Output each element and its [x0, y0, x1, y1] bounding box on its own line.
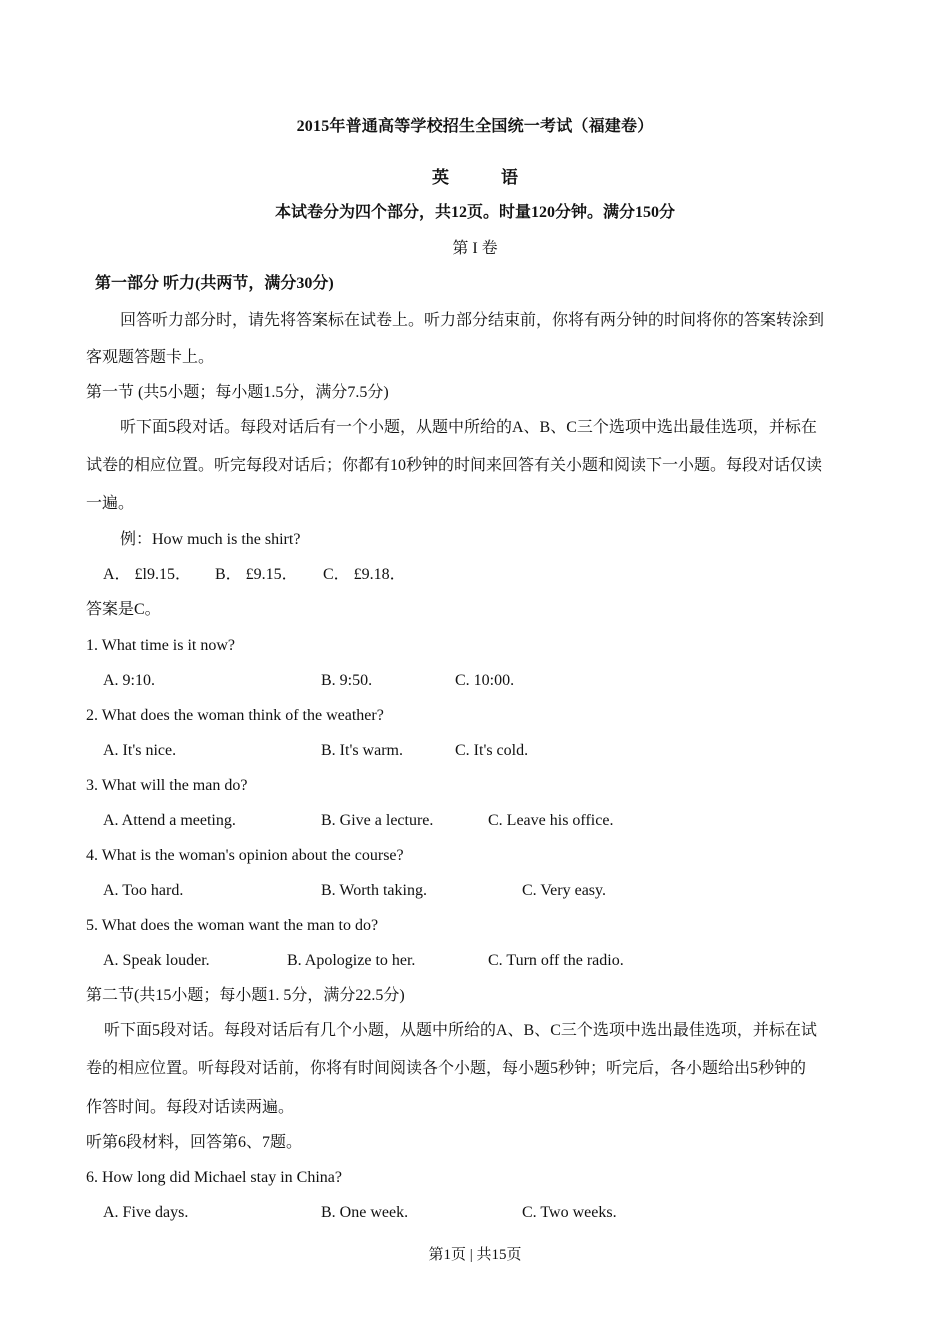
question-3-options [103, 811, 613, 831]
q6-option-b: B. One week. [321, 1204, 409, 1221]
q3-option-c: C. Leave his office. [488, 812, 614, 829]
exam-info: 本试卷分为四个部分，共12页。时量120分钟。满分150分 [274, 204, 675, 221]
subject-title [0, 168, 950, 189]
section2-material: 听第6段材料，回答第6、7题。 [86, 1134, 303, 1151]
q1-option-b: B. 9:50. [321, 672, 373, 689]
question-5: 5. What does the woman want the man to do? [86, 917, 379, 934]
question-5-options [103, 951, 624, 971]
q6-option-a: A. Five days. [103, 1204, 189, 1221]
part1-heading: 第一部分 听力(共两节，满分30分) [95, 275, 334, 292]
q5-option-b: B. Apologize to her. [287, 952, 416, 969]
q2-option-c: C. It's cold. [455, 742, 529, 759]
question-6-options [103, 1203, 617, 1223]
section1-instr-line1: 听下面5段对话。每段对话后有一个小题，从题中所给的A、B、C三个选项中选出最佳选项，并标在 [120, 419, 817, 436]
part1-intro-line1: 回答听力部分时，请先将答案标在试卷上。听力部分结束前，你将有两分钟的时间将你的答案转涂到 [120, 312, 825, 329]
question-2: 2. What does the woman think of the weather? [86, 707, 384, 724]
part1-intro-line2: 客观题答题卡上。 [86, 349, 215, 366]
q1-option-c: C. 10:00. [455, 672, 515, 689]
q5-option-a: A. Speak louder. [103, 952, 210, 969]
q3-option-b: B. Give a lecture. [321, 812, 434, 829]
section1-instr-line3: 一遍。 [86, 495, 135, 512]
q3-option-a: A. Attend a meeting. [103, 812, 236, 829]
q4-option-a: A. Too hard. [103, 882, 184, 899]
q2-option-b: B. It's warm. [321, 742, 403, 759]
subject-char-2: 语 [501, 168, 518, 187]
q4-option-b: B. Worth taking. [321, 882, 427, 899]
section2-instr-line2: 卷的相应位置。听每段对话前，你将有时间阅读各个小题，每小题5秒钟；听完后，各小题给出5秒钟的 [86, 1060, 807, 1077]
q6-option-c: C. Two weeks. [522, 1204, 617, 1221]
example-options [103, 565, 406, 585]
example-option-a: A． £l9.15． [103, 566, 192, 583]
example-question: 例：How much is the shirt? [120, 531, 301, 548]
question-4: 4. What is the woman's opinion about the course? [86, 847, 404, 864]
q2-option-a: A. It's nice. [103, 742, 177, 759]
page-footer: 第1页 | 共15页 [428, 1247, 522, 1263]
q1-option-a: A. 9:10. [103, 672, 155, 689]
question-2-options [103, 741, 528, 761]
example-option-b: B． £9.15． [215, 566, 298, 583]
question-4-options [103, 881, 606, 901]
example-option-c: C． £9.18． [323, 566, 406, 583]
q4-option-c: C. Very easy. [522, 882, 606, 899]
question-3: 3. What will the man do? [86, 777, 248, 794]
subject-char-1: 英 [432, 168, 449, 187]
question-1: 1. What time is it now? [86, 637, 236, 654]
q5-option-c: C. Turn off the radio. [488, 952, 624, 969]
section2-instr-line1: 听下面5段对话。每段对话后有几个小题，从题中所给的A、B、C三个选项中选出最佳选项，并标在试 [104, 1022, 817, 1039]
question-1-options [103, 671, 514, 691]
section2-heading: 第二节(共15小题；每小题1. 5分，满分22.5分) [86, 987, 405, 1004]
section1-instr-line2: 试卷的相应位置。听完每段对话后；你都有10秒钟的时间来回答有关小题和阅读下一小题。每段对话仅读 [86, 457, 823, 474]
example-answer: 答案是C。 [86, 601, 161, 618]
section2-instr-line3: 作答时间。每段对话读两遍。 [86, 1099, 295, 1116]
exam-title: 2015年普通高等学校招生全国统一考试（福建卷） [296, 118, 654, 135]
question-6: 6. How long did Michael stay in China? [86, 1169, 342, 1186]
section1-heading: 第一节 (共5小题；每小题1.5分，满分7.5分) [86, 384, 389, 401]
volume-label: 第 I 卷 [452, 240, 498, 257]
